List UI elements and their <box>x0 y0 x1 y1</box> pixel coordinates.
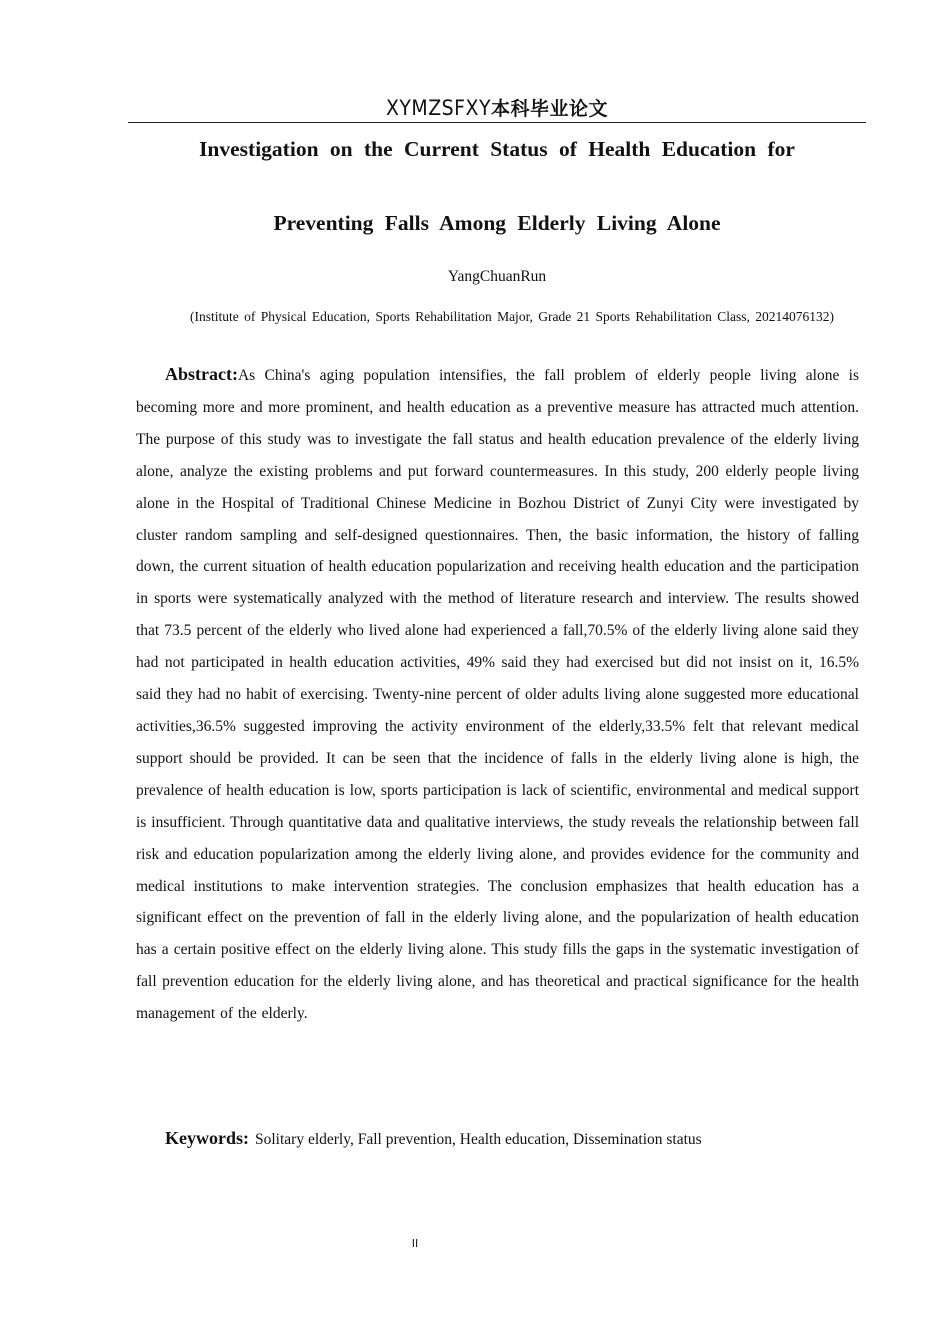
page-header <box>128 94 866 123</box>
author-name: YangChuanRun <box>447 268 547 285</box>
page-number: II <box>411 1237 419 1250</box>
header-school-code: XYMZSFXY <box>385 96 492 120</box>
keywords-text: Solitary elderly, Fall prevention, Health education, Dissemination status <box>255 1131 702 1148</box>
title-line-1: Investigation on the Current Status of Health Education for <box>199 137 795 161</box>
author-affiliation: (Institute of Physical Education, Sports Rehabilitation Major, Grade 21 Sports Rehabilitation Class, 20214076132) <box>189 309 834 324</box>
title-line-2: Preventing Falls Among Elderly Living Alone <box>273 211 721 235</box>
header-thesis-type: 本科毕业论文 <box>491 98 609 120</box>
abstract-label: Abstract: <box>165 364 238 384</box>
keywords-label: Keywords: <box>165 1128 249 1148</box>
keywords-line <box>165 1123 702 1155</box>
abstract-paragraph <box>136 359 859 1030</box>
abstract-text: As China's aging population intensifies, the fall problem of elderly people living alone is becoming more and more prominent, and health education as a preventive measure has attracted much attention. The purpose of this study was to investigate the fall status and health education prevalence of the elderly living alone, analyze the existing problems and put forward countermeasures. In this study, 200 elderly people living alone in the Hospital of Traditional Chinese Medicine in Bozhou District of Zunyi City were investigated by cluster random sampling and self-designed questionnaires. Then, the basic information, the history of falling down, the current situation of health education popularization and receiving health education and the participation in sports were systematically analyzed with the method of literature research and interview. The results showed that 73.5 percent of the elderly who lived alone had experienced a fall,70.5% of the elderly living alone said they had not participated in health education activities, 49% said they had exercised but did not insist on it, 16.5% said they had no habit of exercising. Twenty-nine percent of older adults living alone suggested more educational activities,36.5% suggested improving the activity environment of the elderly,33.5% felt that relevant medical support should be provided. It can be seen that the incidence of falls in the elderly living alone is high, the prevalence of health education is low, sports participation is lack of scientific, environmental and medical support is insufficient. Through quantitative data and qualitative interviews, the study reveals the relationship between fall risk and education popularization among the elderly living alone, and provides evidence for the community and medical institutions to make intervention strategies. The conclusion emphasizes that health education has a significant effect on the prevention of fall in the elderly living alone, and the popularization of health education has a certain positive effect on the elderly living alone. This study fills the gaps in the systematic investigation of fall prevention education for the elderly living alone, and has theoretical and practical significance for the health management of the elderly. <box>136 367 859 1023</box>
